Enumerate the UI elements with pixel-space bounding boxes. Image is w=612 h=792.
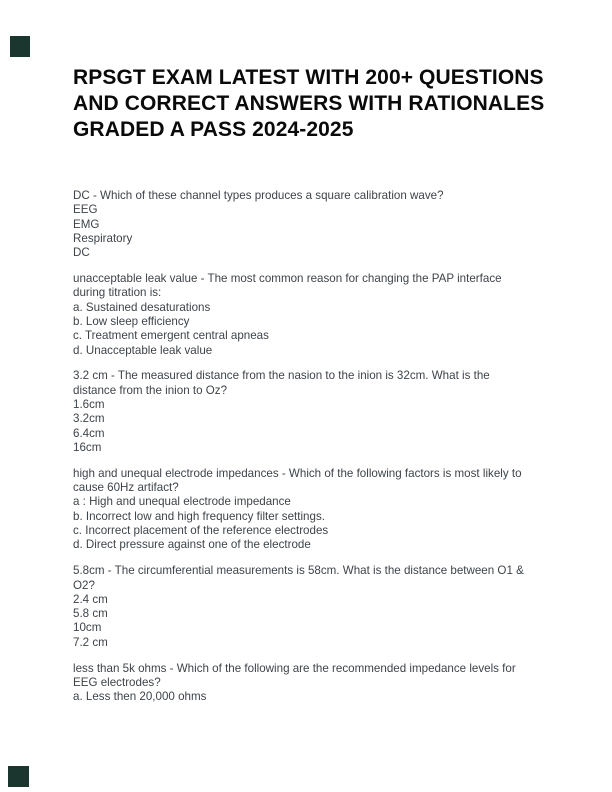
document-title bbox=[73, 65, 555, 143]
qa-line: 5.8cm - The circumferential measurements is 58cm. What is the distance between O1 & bbox=[73, 564, 524, 578]
qa-line: c. Treatment emergent central apneas bbox=[73, 329, 269, 343]
question-block bbox=[73, 189, 549, 260]
qa-line: cause 60Hz artifact? bbox=[73, 481, 179, 495]
question-block bbox=[73, 272, 549, 358]
qa-line: 3.2cm bbox=[73, 412, 105, 426]
qa-line: DC - Which of these channel types produces a square calibration wave? bbox=[73, 189, 444, 202]
qa-line: b. Incorrect low and high frequency filter settings. bbox=[73, 509, 325, 523]
question-block bbox=[73, 467, 549, 553]
qa-line: 3.2 cm - The measured distance from the nasion to the inion is 32cm. What is the bbox=[73, 369, 490, 383]
qa-line: EEG bbox=[73, 203, 98, 217]
qa-line: b. Low sleep efficiency bbox=[73, 314, 190, 328]
title-line: GRADED A PASS 2024-2025 bbox=[73, 118, 354, 141]
qa-line: EEG electrodes? bbox=[73, 675, 161, 689]
qa-line: Respiratory bbox=[73, 231, 133, 245]
qa-line: EMG bbox=[73, 217, 100, 231]
qa-line: 6.4cm bbox=[73, 426, 105, 440]
qa-line: 5.8 cm bbox=[73, 607, 108, 621]
qa-line: DC bbox=[73, 246, 90, 260]
qa-line: 16cm bbox=[73, 440, 102, 454]
question-block bbox=[73, 564, 549, 650]
title-line: RPSGT EXAM LATEST WITH 200+ QUESTIONS bbox=[73, 66, 544, 89]
qa-line: c. Incorrect placement of the reference electrodes bbox=[73, 524, 329, 538]
qa-line: d. Direct pressure against one of the electrode bbox=[73, 538, 311, 552]
qa-line: d. Unacceptable leak value bbox=[73, 343, 213, 357]
qa-line: unacceptable leak value - The most common reason for changing the PAP interface bbox=[73, 272, 502, 286]
watermark-square-top bbox=[10, 36, 30, 57]
question-blocks bbox=[73, 189, 549, 716]
qa-line: distance from the inion to Oz? bbox=[73, 383, 228, 397]
qa-line: less than 5k ohms - Which of the following are the recommended impedance levels for bbox=[73, 661, 516, 675]
question-block bbox=[73, 662, 549, 705]
qa-line: high and unequal electrode impedances - Which of the following factors is most likely to bbox=[73, 466, 522, 480]
watermark-square-bottom bbox=[8, 766, 29, 787]
qa-line: a. Sustained desaturations bbox=[73, 300, 211, 314]
title-line: AND CORRECT ANSWERS WITH RATIONALES bbox=[73, 92, 545, 115]
qa-line: a. Less then 20,000 ohms bbox=[73, 690, 207, 704]
qa-line: 10cm bbox=[73, 621, 102, 635]
qa-line: 1.6cm bbox=[73, 398, 105, 412]
qa-line: a : High and unequal electrode impedance bbox=[73, 495, 291, 509]
qa-line: O2? bbox=[73, 578, 95, 592]
qa-line: 7.2 cm bbox=[73, 635, 108, 649]
question-block bbox=[73, 369, 549, 455]
qa-line: 2.4 cm bbox=[73, 592, 108, 606]
qa-line: during titration is: bbox=[73, 286, 162, 300]
